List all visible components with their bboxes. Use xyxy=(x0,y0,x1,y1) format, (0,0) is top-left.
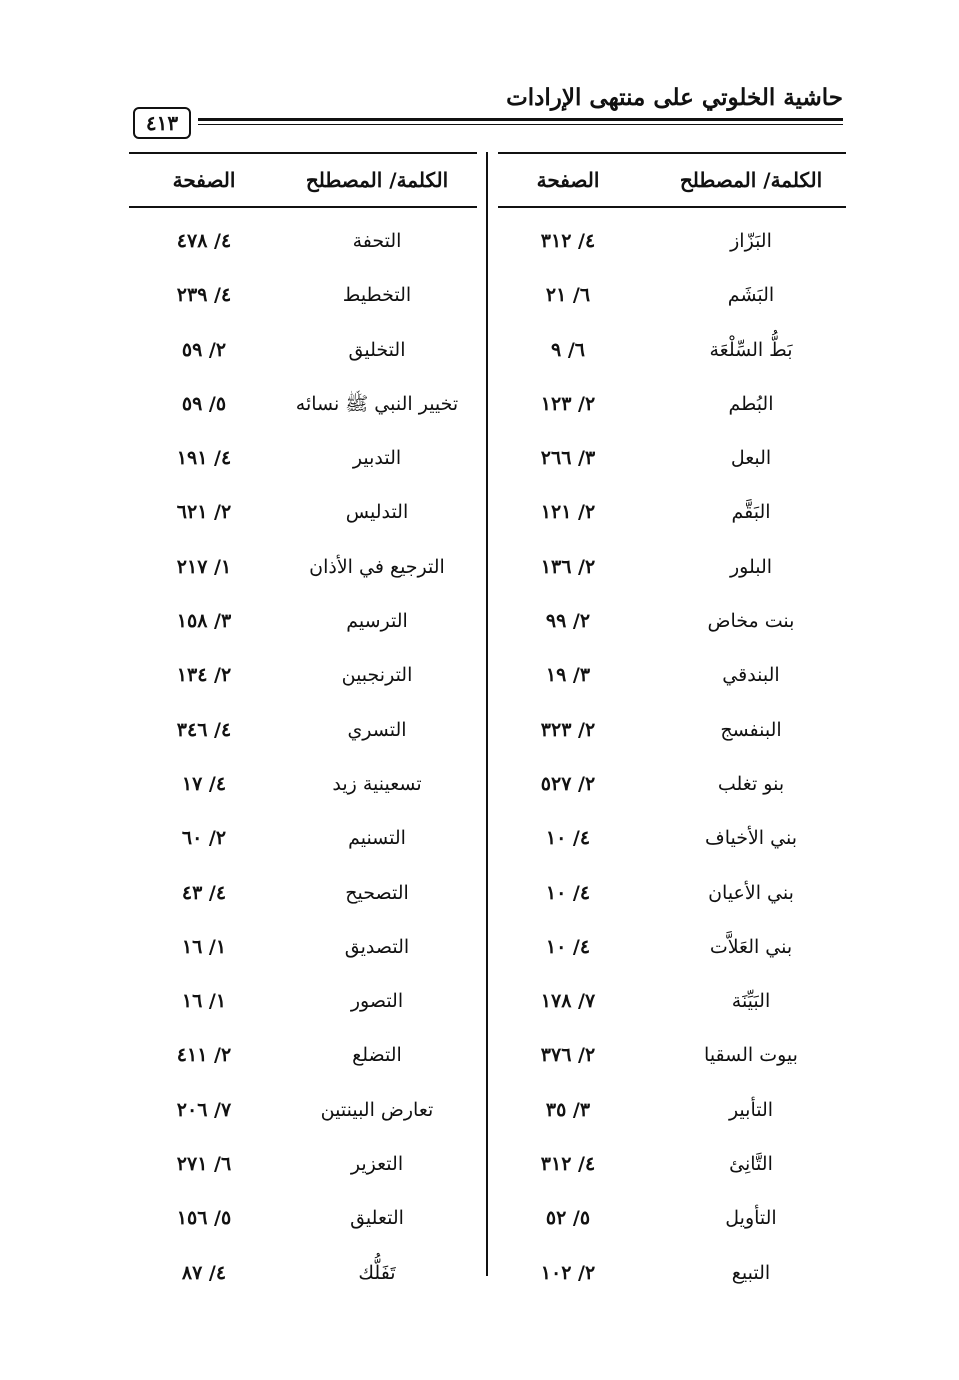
right-index-table xyxy=(498,152,846,1300)
term-cell: التدبير xyxy=(352,447,402,470)
term-cell: البُطم xyxy=(728,392,774,415)
term-cell: التأويل xyxy=(725,1207,777,1230)
table-row xyxy=(498,974,846,1028)
term-cell: التَّانِئ xyxy=(729,1153,773,1176)
page-ref-cell: ٢/ ٥٢٧ xyxy=(540,772,596,795)
page-ref-cell: ٢/ ١٣٤ xyxy=(176,664,232,687)
page-ref-cell: ٤/ ٢٣٩ xyxy=(176,284,232,307)
table-row xyxy=(498,323,846,377)
page-ref-cell: ٢/ ٥٩ xyxy=(181,338,227,361)
term-cell: بني الأخياف xyxy=(705,827,797,850)
page-ref-cell: ٢/ ١٢٣ xyxy=(540,392,596,415)
table-row xyxy=(498,866,846,920)
term-cell: تَفَلُّك xyxy=(358,1261,396,1284)
table-row xyxy=(498,920,846,974)
term-cell: البَيِّنَة xyxy=(731,990,771,1013)
page-ref-cell: ٤/ ٤٣ xyxy=(181,881,227,904)
page-ref-cell: ٤/ ٤٧٨ xyxy=(176,230,232,252)
term-cell: بنو تغلب xyxy=(717,772,785,795)
term-cell: تسعينية زيد xyxy=(332,772,422,795)
table-header-row xyxy=(129,154,477,206)
page-ref-cell: ٢/ ٣٧٦ xyxy=(540,1044,596,1067)
table-row xyxy=(498,485,846,539)
page-ref-cell: ٢/ ٣٢٣ xyxy=(540,718,596,741)
term-column-header: الكلمة/ المصطلح xyxy=(679,168,823,192)
page-ref-cell: ٤/ ١٠ xyxy=(545,881,591,904)
table-header-row xyxy=(498,154,846,206)
term-cell: التسري xyxy=(347,718,407,741)
table-row xyxy=(498,811,846,865)
table-row xyxy=(498,703,846,757)
page-number-box: ٤١٣ xyxy=(133,107,191,139)
term-cell: التخليق xyxy=(348,338,406,361)
term-cell: بني العَلاَّت xyxy=(709,935,793,958)
column-divider xyxy=(486,152,488,1276)
table-row xyxy=(129,1028,477,1082)
table-row xyxy=(498,268,846,322)
term-cell: بيوت السقيا xyxy=(704,1044,798,1067)
table-row xyxy=(129,648,477,702)
term-cell: التضلع xyxy=(352,1044,402,1067)
page-ref-cell: ٥/ ١٥٦ xyxy=(176,1207,232,1230)
term-cell: بَطُّ السِّلْعَة xyxy=(709,338,793,361)
term-cell: الترسيم xyxy=(346,610,408,633)
term-cell: البنفسج xyxy=(720,718,782,741)
term-cell: البَقَّم xyxy=(731,501,771,524)
table-row xyxy=(498,1191,846,1245)
table-row xyxy=(129,703,477,757)
term-cell: التصور xyxy=(350,990,404,1013)
term-column-header: الكلمة/ المصطلح xyxy=(305,168,449,192)
page-ref-cell: ٥/ ٥٢ xyxy=(545,1207,591,1230)
header-rule-thin xyxy=(198,124,843,125)
term-cell: البلور xyxy=(729,555,773,578)
term-cell: الترنجبين xyxy=(341,664,413,687)
table-row xyxy=(129,1191,477,1245)
term-cell: التبيع xyxy=(731,1261,771,1284)
page-ref-cell: ١/ ٢١٧ xyxy=(176,555,232,578)
table-row xyxy=(129,866,477,920)
page-ref-cell: ٧/ ١٧٨ xyxy=(540,990,596,1013)
term-cell: البَشَم xyxy=(727,284,775,307)
page-ref-cell: ٢/ ١٣٦ xyxy=(540,555,596,578)
table-row xyxy=(498,1246,846,1300)
page-ref-cell: ٢/ ٦٢١ xyxy=(176,501,232,524)
page-ref-cell: ٣/ ١٥٨ xyxy=(176,610,232,633)
term-cell: التسنيم xyxy=(348,827,406,850)
table-row xyxy=(129,377,477,431)
page-ref-cell: ٢/ ١٢١ xyxy=(540,501,596,524)
table-body xyxy=(129,208,477,1300)
table-row xyxy=(129,1137,477,1191)
term-cell: التحفة xyxy=(352,230,402,252)
table-row xyxy=(129,594,477,648)
page-ref-cell: ٦/ ٩ xyxy=(551,338,585,361)
page-ref-cell: ٦/ ٢٧١ xyxy=(176,1153,232,1176)
page-ref-cell: ٤/ ٣١٢ xyxy=(540,230,596,252)
term-cell: التعزير xyxy=(350,1153,404,1176)
table-body xyxy=(498,208,846,1300)
term-cell: البَزّاز xyxy=(730,230,772,252)
table-row xyxy=(498,1028,846,1082)
term-cell: التأبير xyxy=(728,1098,774,1121)
page-ref-cell: ٤/ ١٠ xyxy=(545,827,591,850)
table-row xyxy=(129,1246,477,1300)
left-index-table xyxy=(129,152,477,1300)
page-ref-cell: ٤/ ١٧ xyxy=(181,772,227,795)
table-row xyxy=(129,431,477,485)
term-cell: البعل xyxy=(730,447,772,470)
term-cell: بني الأعيان xyxy=(708,881,794,904)
table-row xyxy=(498,757,846,811)
table-row xyxy=(129,268,477,322)
term-cell: التدليس xyxy=(345,501,409,524)
table-row xyxy=(129,757,477,811)
page-column-header: الصفحة xyxy=(172,168,236,192)
page-ref-cell: ٢/ ٦٠ xyxy=(181,827,227,850)
table-row xyxy=(129,1083,477,1137)
page-ref-cell: ٢/ ٩٩ xyxy=(545,610,591,633)
table-row xyxy=(129,540,477,594)
table-row xyxy=(498,214,846,268)
page-ref-cell: ٤/ ٣٤٦ xyxy=(176,718,232,741)
table-row xyxy=(498,431,846,485)
page-ref-cell: ٣/ ١٩ xyxy=(545,664,591,687)
term-cell: البندقي xyxy=(722,664,780,687)
term-cell: التخطيط xyxy=(342,284,412,307)
page-ref-cell: ١/ ١٦ xyxy=(181,990,227,1013)
term-cell: بنت مخاض xyxy=(707,610,795,633)
page-column-header: الصفحة xyxy=(536,168,600,192)
page-ref-cell: ٤/ ١٠ xyxy=(545,935,591,958)
page-ref-cell: ٤/ ٨٧ xyxy=(181,1261,227,1284)
header-rule-thick xyxy=(198,118,843,121)
page-ref-cell: ٦/ ٢١ xyxy=(545,284,591,307)
page-ref-cell: ٥/ ٥٩ xyxy=(181,392,227,415)
page-ref-cell: ٢/ ١٠٢ xyxy=(540,1261,596,1284)
table-row xyxy=(498,594,846,648)
table-row xyxy=(129,811,477,865)
page-ref-cell: ٣/ ٣٥ xyxy=(545,1098,591,1121)
page-ref-cell: ٢/ ٤١١ xyxy=(176,1044,232,1067)
table-row xyxy=(498,1083,846,1137)
term-cell: التصحيح xyxy=(345,881,409,904)
table-row xyxy=(129,920,477,974)
page-ref-cell: ٤/ ٣١٢ xyxy=(540,1153,596,1176)
table-row xyxy=(498,540,846,594)
term-cell: تعارض البينتين xyxy=(320,1098,434,1121)
table-row xyxy=(498,377,846,431)
table-row xyxy=(498,1137,846,1191)
table-row xyxy=(129,485,477,539)
term-cell: التصديق xyxy=(344,935,410,958)
page-ref-cell: ٧/ ٢٠٦ xyxy=(176,1098,232,1121)
table-row xyxy=(129,323,477,377)
term-cell: الترجيع في الأذان xyxy=(309,555,445,578)
page-ref-cell: ٣/ ٢٦٦ xyxy=(540,447,596,470)
term-cell: التعليق xyxy=(350,1207,404,1230)
running-title: حاشية الخلوتي على منتهى الإرادات xyxy=(506,84,843,111)
table-row xyxy=(129,974,477,1028)
term-cell: تخيير النبي ﷺ نسائه xyxy=(295,392,459,415)
page-ref-cell: ٤/ ١٩١ xyxy=(176,447,232,470)
table-row xyxy=(129,214,477,268)
page-ref-cell: ١/ ١٦ xyxy=(181,935,227,958)
table-row xyxy=(498,648,846,702)
